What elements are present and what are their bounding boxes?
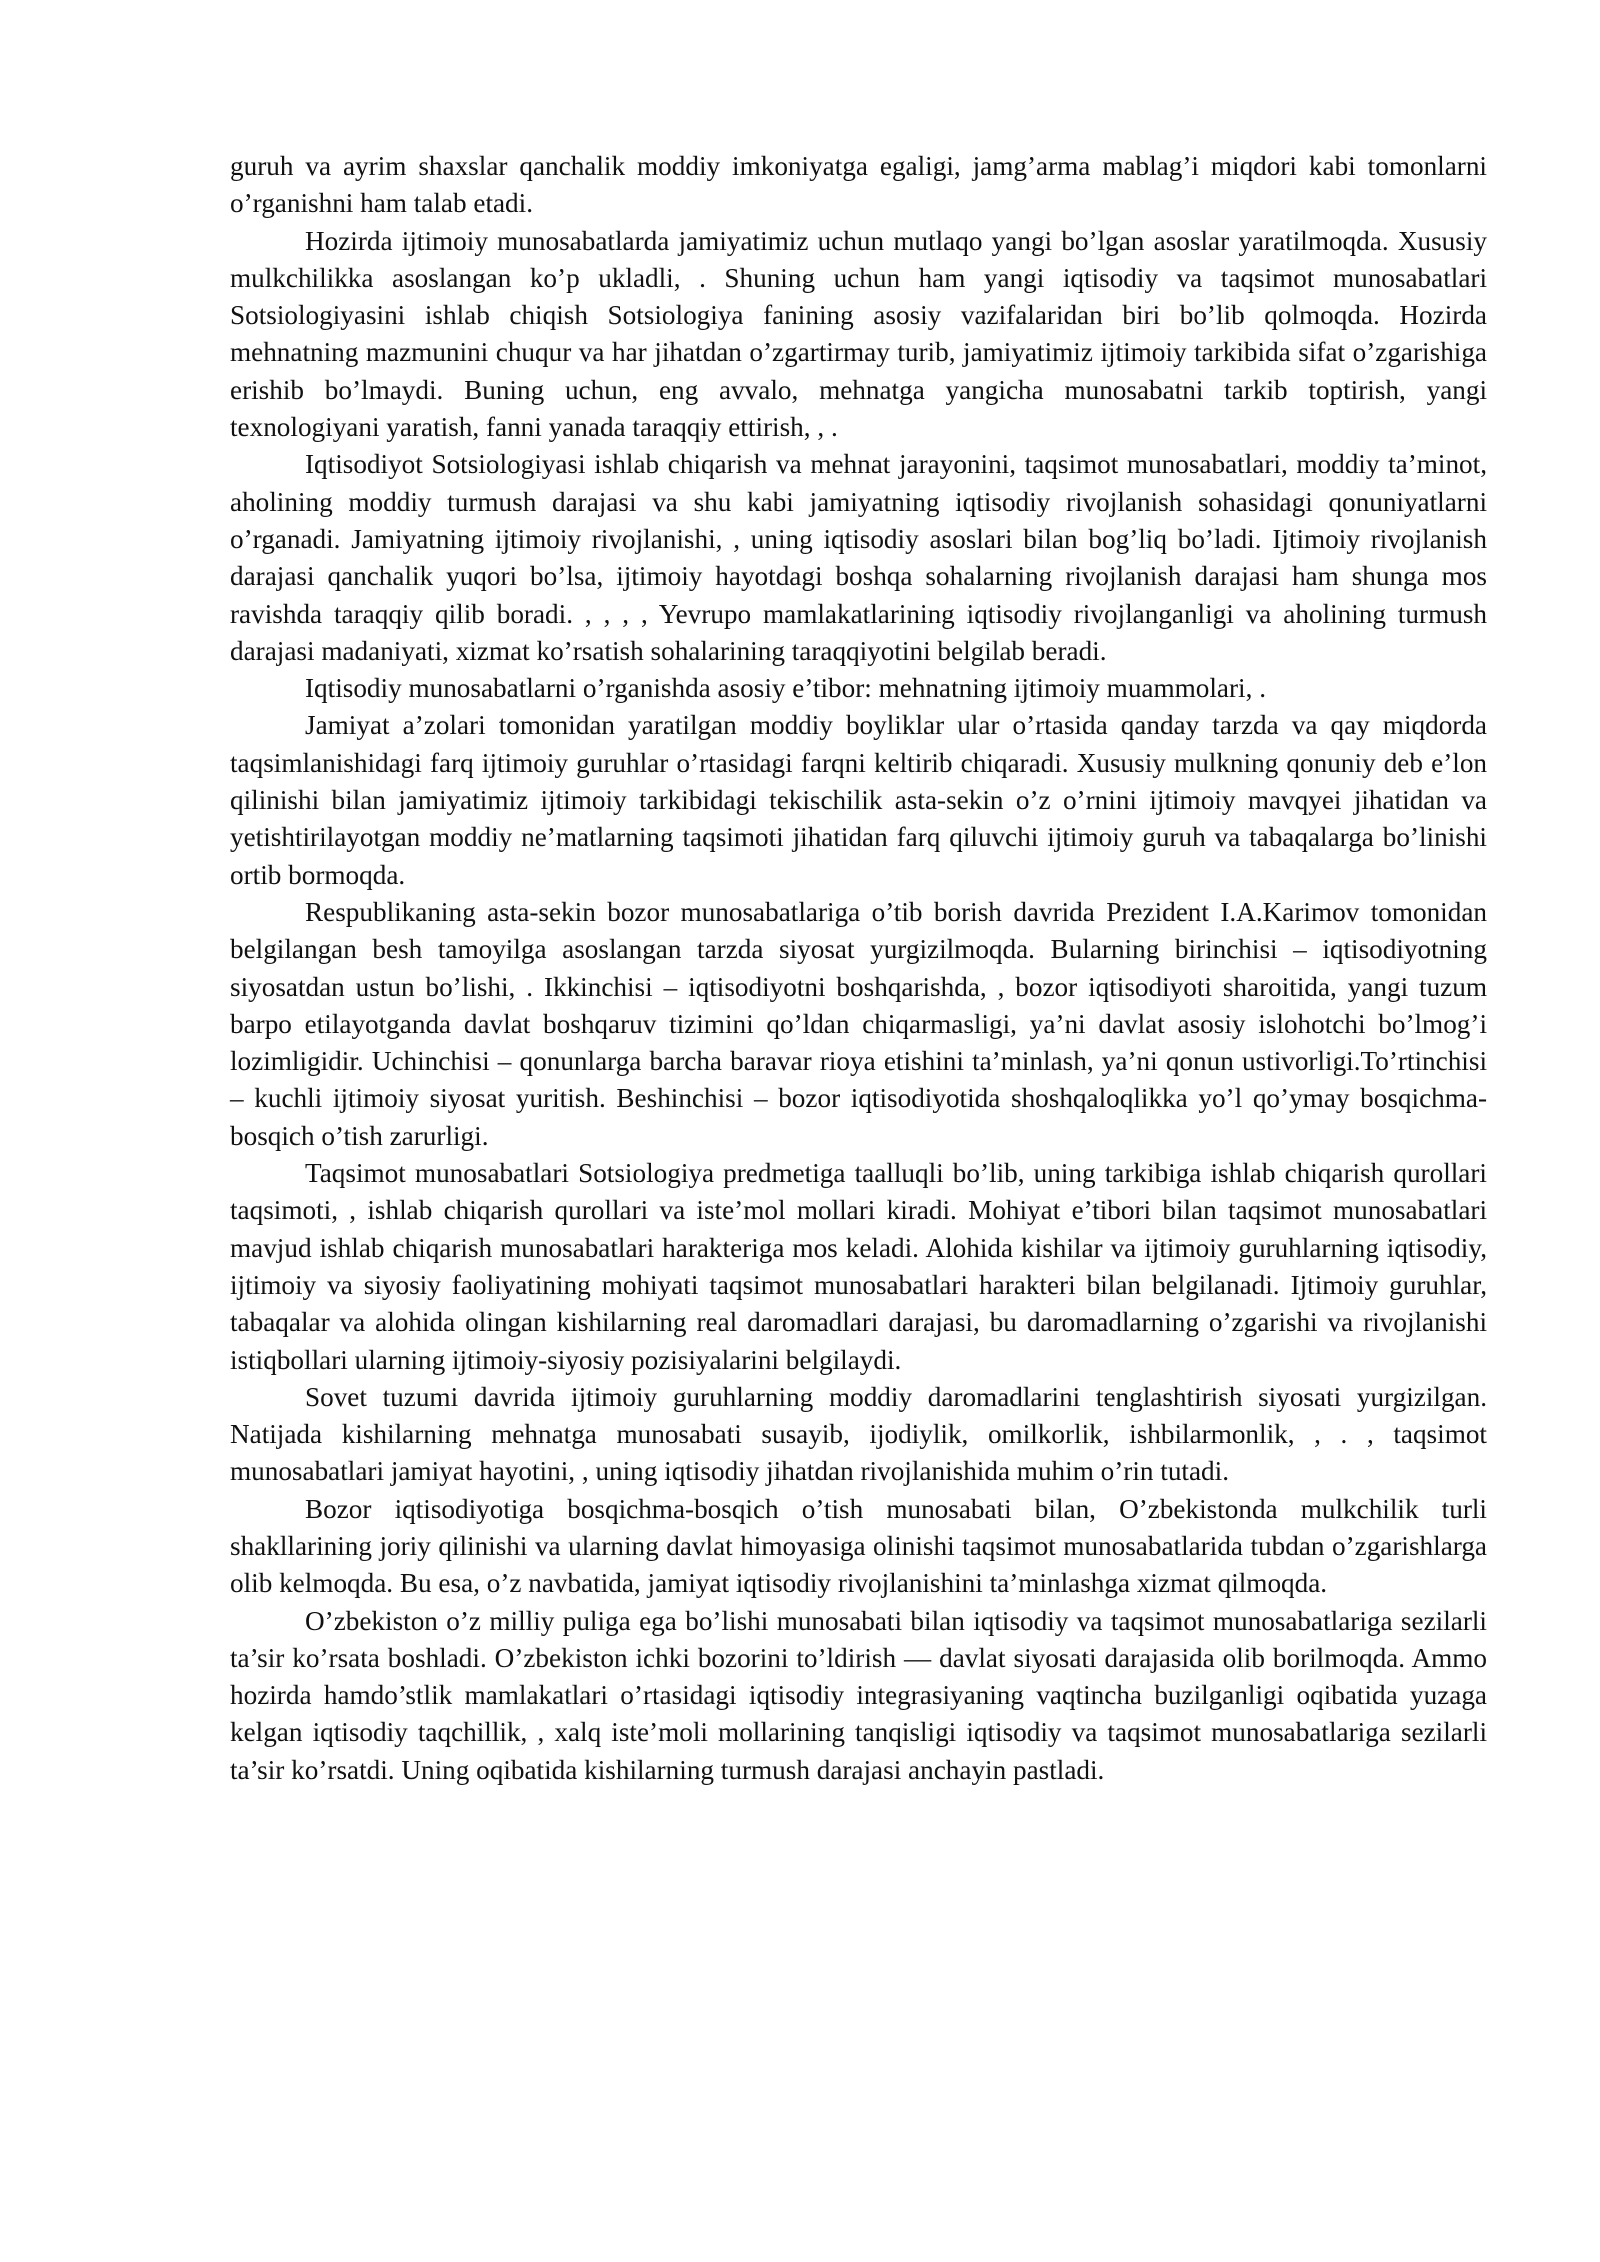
paragraph: guruh va ayrim shaxslar qanchalik moddiy imkoniyatga egaligi, jamg’arma mablag’i miqdori kabi tomonlarni o’rganishni ham talab etadi.: [230, 151, 1487, 219]
paragraph: Bozor iqtisodiyotiga bosqichma-bosqich o’tish munosabati bilan, O’zbekistonda mulkchilik turli shakllarining joriy qilinishi va ularning davlat himoyasiga olinishi taqsimot munosabatlarida tubdan o’zgarishlarga olib kelmoqda. Bu esa, o’z navbatida, jamiyat iqtisodiy rivojlanishini ta’minlashga xizmat qilmoqda.: [230, 1493, 1487, 1599]
paragraph: Respublikaning asta-sekin bozor munosabatlariga o’tib borish davrida Prezident I.A.Karimov tomonidan belgilangan besh tamoyilga asoslangan tarzda siyosat yurgizilmoqda. Bularning birinchisi – iqtisodiyotning siyosatdan ustun bo’lishi, . Ikkinchisi – iqtisodiyotni boshqarishda, , bozor iqtisodiyoti sharoitida, yangi tuzum barpo etilayotganda davlat boshqaruv tizimini qo’ldan chiqarmasligi, ya’ni davlat asosiy islohotchi bo’lmog’i lozimligidir. Uchinchisi – qonunlarga barcha baravar rioya etishini ta’minlash, ya’ni qonun ustivorligi.To’rtinchisi – kuchli ijtimoiy siyosat yuritish. Beshinchisi – bozor iqtisodiyotida shoshqaloqlikka yo’l qo’ymay bosqichma-bosqich o’tish zarurligi.: [230, 896, 1487, 1151]
paragraph: O’zbekiston o’z milliy puliga ega bo’lishi munosabati bilan iqtisodiy va taqsimot munosabatlariga sezilarli ta’sir ko’rsata boshladi. O’zbekiston ichki bozorini to’ldirish — davlat siyosati darajasida olib borilmoqda. Ammo hozirda hamdo’stlik mamlakatlari o’rtasidagi iqtisodiy integrasiyaning vaqtincha buzilganligi oqibatida yuzaga kelgan iqtisodiy taqchillik, , xalq iste’moli mollarining tanqisligi iqtisodiy va taqsimot munosabatlariga sezilarli ta’sir ko’rsatdi. Uning oqibatida kishilarning turmush darajasi anchayin pastladi.: [230, 1605, 1487, 1785]
paragraph: Hozirda ijtimoiy munosabatlarda jamiyatimiz uchun mutlaqo yangi bo’lgan asoslar yaratilmoqda. Xususiy mulkchilikka asoslangan ko’p ukladli, . Shuning uchun ham yangi iqtisodiy va taqsimot munosabatlari Sotsiologiyasini ishlab chiqish Sotsiologiya fanining asosiy vazifalaridan biri bo’lib qolmoqda. Hozirda mehnatning mazmunini chuqur va har jihatdan o’zgartirmay turib, jamiyatimiz ijtimoiy tarkibida sifat o’zgarishiga erishib bo’lmaydi. Buning uchun, eng avvalo, mehnatga yangicha munosabatni tarkib toptirish, yangi texnologiyani yaratish, fanni yanada taraqqiy ettirish, , .: [230, 225, 1487, 443]
paragraph: Iqtisodiy munosabatlarni o’rganishda asosiy e’tibor: mehnatning ijtimoiy muammolari, .: [305, 673, 1266, 704]
paragraph: Sovet tuzumi davrida ijtimoiy guruhlarning moddiy daromadlarini tenglashtirish siyosati yurgizilgan. Natijada kishilarning mehnatga munosabati susayib, ijodiylik, omilkorlik, ishbilarmonlik, , . , taqsimot munosabatlari jamiyat hayotini, , uning iqtisodiy jihatdan rivojlanishida muhim o’rin tutadi.: [230, 1381, 1487, 1487]
paragraph: Iqtisodiyot Sotsiologiyasi ishlab chiqarish va mehnat jarayonini, taqsimot munosabatlari, moddiy ta’minot, aholining moddiy turmush darajasi va shu kabi jamiyatning iqtisodiy rivojlanish sohasidagi qonuniyatlarni o’rganadi. Jamiyatning ijtimoiy rivojlanishi, , uning iqtisodiy asoslari bilan bog’liq bo’ladi. Ijtimoiy rivojlanish darajasi qanchalik yuqori bo’lsa, ijtimoiy hayotdagi boshqa sohalarning rivojlanish darajasi ham shunga mos ravishda taraqqiy qilib boradi. , , , , Yevrupo mamlakatlarining iqtisodiy rivojlanganligi va aholining turmush darajasi madaniyati, xizmat ko’rsatish sohalarining taraqqiyotini belgilab beradi.: [230, 449, 1487, 666]
paragraph: Jamiyat a’zolari tomonidan yaratilgan moddiy boyliklar ular o’rtasida qanday tarzda va qay miqdorda taqsimlanishidagi farq ijtimoiy guruhlar o’rtasidagi farqni keltirib chiqaradi. Xususiy mulkning qonuniy deb e’lon qilinishi bilan jamiyatimiz ijtimoiy tarkibidagi tekischilik asta-sekin o’z o’rnini ijtimoiy mavqyei jihatidan va yetishtirilayotgan moddiy ne’matlarning taqsimoti jihatidan farq qiluvchi ijtimoiy guruh va tabaqalarga bo’linishi ortib bormoqda.: [230, 710, 1487, 890]
paragraph: Taqsimot munosabatlari Sotsiologiya predmetiga taalluqli bo’lib, uning tarkibiga ishlab chiqarish qurollari taqsimoti, , ishlab chiqarish qurollari va iste’mol mollari kiradi. Mohiyat e’tibori bilan taqsimot munosabatlari mavjud ishlab chiqarish munosabatlari harakteriga mos keladi. Alohida kishilar va ijtimoiy guruhlarning iqtisodiy, ijtimoiy va siyosiy faoliyatining mohiyati taqsimot munosabatlari harakteri bilan belgilanadi. Ijtimoiy guruhlar, tabaqalar va alohida olingan kishilarning real daromadlari darajasi, bu daromadlarning o’zgarishi va rivojlanishi istiqbollari ularning ijtimoiy-siyosiy pozisiyalarini belgilaydi.: [230, 1158, 1487, 1375]
document-page: [230, 148, 1487, 1789]
